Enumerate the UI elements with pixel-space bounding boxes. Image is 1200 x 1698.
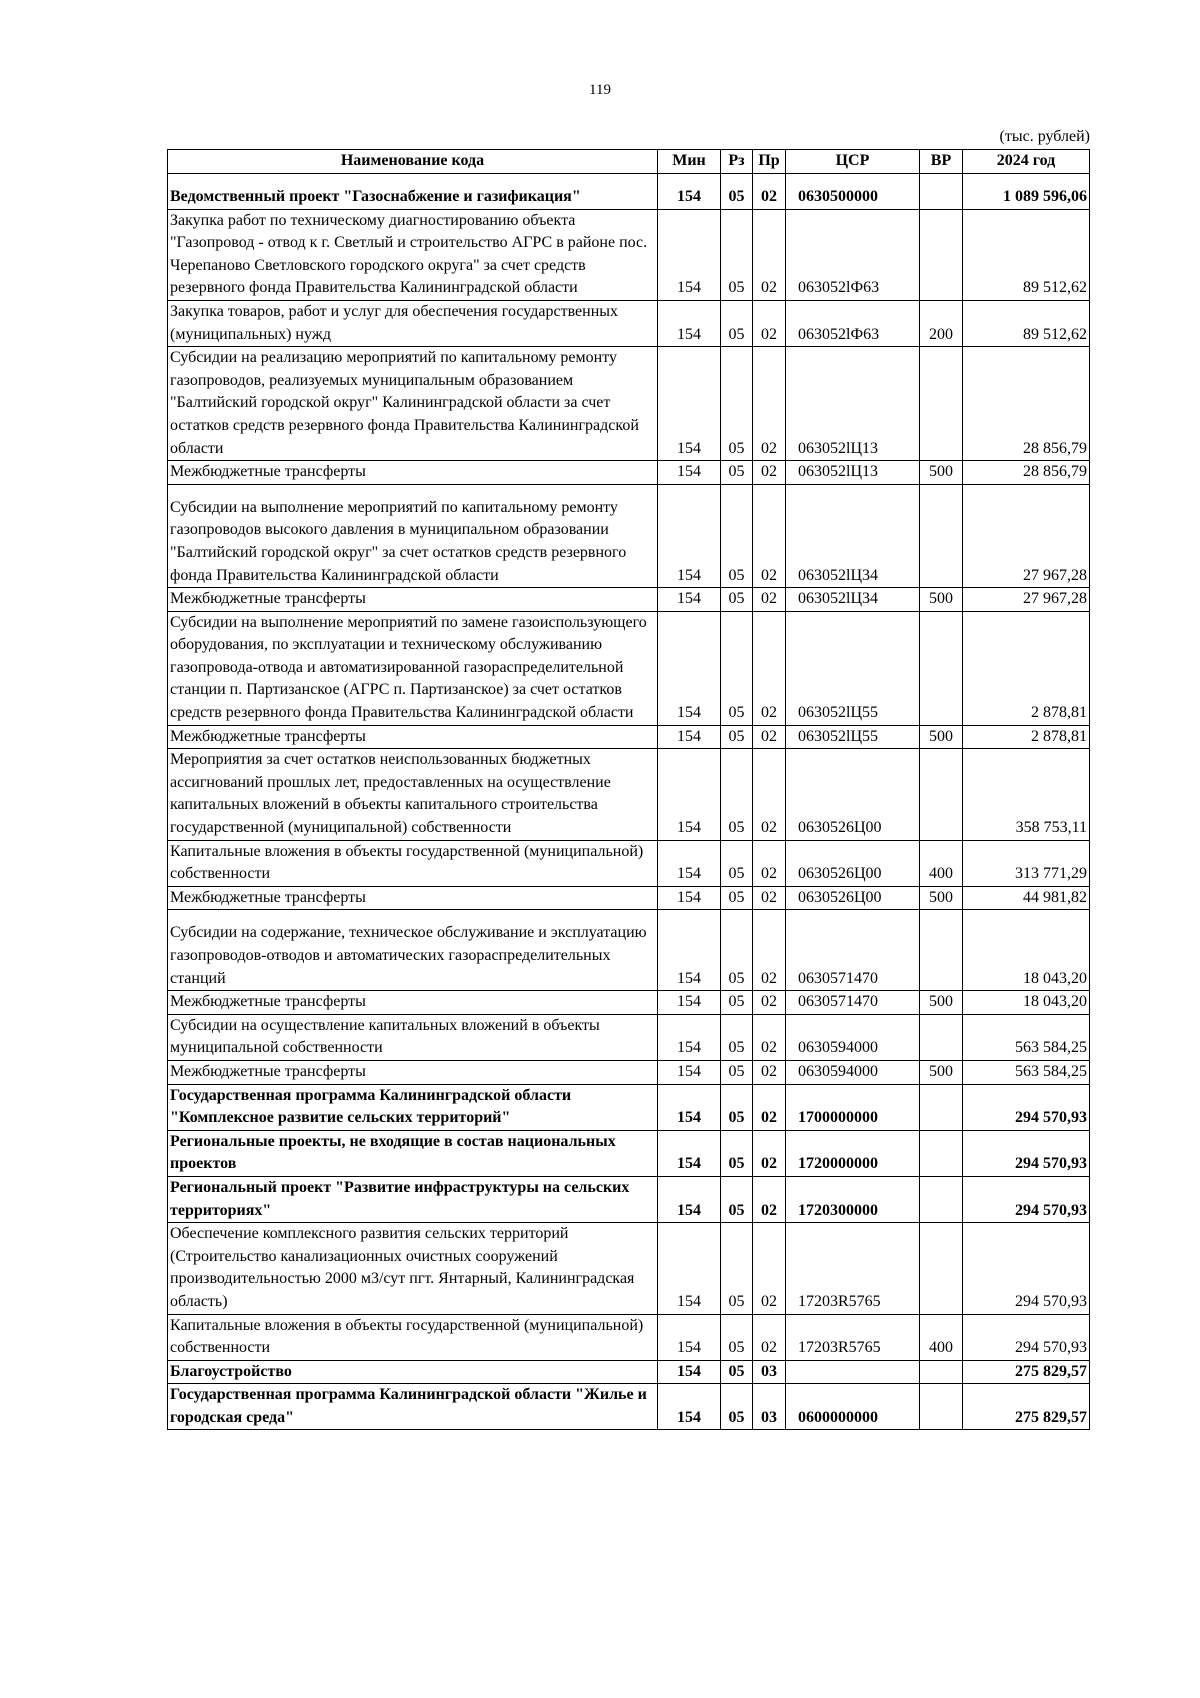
cell-name: Государственная программа Калининградской области "Жилье и городская среда" [168, 1384, 658, 1430]
cell-csr: 1720300000 [786, 1176, 920, 1222]
header-min: Мин [658, 150, 721, 174]
cell-name: Региональный проект "Развитие инфраструктуры на сельских территориях" [168, 1176, 658, 1222]
table-row [168, 749, 1090, 840]
cell-sum: 294 570,93 [963, 1223, 1090, 1314]
table-row [168, 1014, 1090, 1060]
table-row [168, 588, 1090, 612]
cell-min: 154 [658, 1360, 721, 1384]
cell-min: 154 [658, 461, 721, 485]
cell-csr: 063052lЦ13 [786, 461, 920, 485]
cell-csr: 1700000000 [786, 1084, 920, 1130]
cell-csr: 0600000000 [786, 1384, 920, 1430]
table-row [168, 300, 1090, 346]
cell-pr: 02 [753, 1014, 786, 1060]
cell-pr: 02 [753, 991, 786, 1015]
cell-name: Закупка товаров, работ и услуг для обеспечения государственных (муниципальных) нужд [168, 300, 658, 346]
cell-rz: 05 [721, 1360, 753, 1384]
cell-pr: 02 [753, 588, 786, 612]
cell-rz: 05 [721, 1314, 753, 1360]
cell-name: Межбюджетные трансферты [168, 461, 658, 485]
cell-csr: 063052lФ63 [786, 300, 920, 346]
cell-vr [920, 209, 963, 300]
cell-min: 154 [658, 910, 721, 991]
cell-pr: 02 [753, 611, 786, 725]
cell-min: 154 [658, 1014, 721, 1060]
cell-pr: 02 [753, 347, 786, 461]
cell-min: 154 [658, 840, 721, 886]
header-sum: 2024 год [963, 150, 1090, 174]
cell-rz: 05 [721, 1223, 753, 1314]
cell-name: Благоустройство [168, 1360, 658, 1384]
cell-pr: 02 [753, 1176, 786, 1222]
cell-sum: 358 753,11 [963, 749, 1090, 840]
cell-sum: 275 829,57 [963, 1360, 1090, 1384]
cell-name: Государственная программа Калининградской области "Комплексное развитие сельских территорий" [168, 1084, 658, 1130]
cell-rz: 05 [721, 910, 753, 991]
cell-pr: 02 [753, 910, 786, 991]
cell-rz: 05 [721, 1014, 753, 1060]
cell-min: 154 [658, 1223, 721, 1314]
cell-vr: 500 [920, 588, 963, 612]
cell-sum: 2 878,81 [963, 611, 1090, 725]
cell-rz: 05 [721, 611, 753, 725]
cell-pr: 02 [753, 1314, 786, 1360]
cell-min: 154 [658, 611, 721, 725]
cell-csr: 063052lЦ34 [786, 484, 920, 587]
cell-pr: 03 [753, 1384, 786, 1430]
cell-csr: 063052lФ63 [786, 209, 920, 300]
cell-csr: 0630571470 [786, 910, 920, 991]
cell-csr: 17203R5765 [786, 1223, 920, 1314]
cell-csr: 063052lЦ55 [786, 725, 920, 749]
cell-rz: 05 [721, 461, 753, 485]
cell-vr [920, 1360, 963, 1384]
cell-csr: 0630571470 [786, 991, 920, 1015]
cell-rz: 05 [721, 300, 753, 346]
table-row [168, 484, 1090, 587]
cell-pr: 02 [753, 1223, 786, 1314]
table-row [168, 461, 1090, 485]
cell-name: Межбюджетные трансферты [168, 725, 658, 749]
cell-sum: 18 043,20 [963, 991, 1090, 1015]
cell-sum: 275 829,57 [963, 1384, 1090, 1430]
cell-min: 154 [658, 991, 721, 1015]
cell-rz: 05 [721, 1384, 753, 1430]
cell-name: Закупка работ по техническому диагностированию объекта "Газопровод - отвод к г. Светлый и строительство АГРС в районе пос. Черепаново Светловского городского округа" за счет средств резервного фонда Правительства Калининградской области [168, 209, 658, 300]
cell-rz: 05 [721, 484, 753, 587]
budget-table [167, 149, 1090, 1430]
table-row [168, 1360, 1090, 1384]
cell-name: Субсидии на реализацию мероприятий по капитальному ремонту газопроводов, реализуемых муниципальным образованием "Балтийский городской округ" Калининградской области за счет остатков средств резервного фонда Правительства Калининградской области [168, 347, 658, 461]
cell-vr: 400 [920, 1314, 963, 1360]
cell-name: Межбюджетные трансферты [168, 991, 658, 1015]
cell-name: Региональные проекты, не входящие в состав национальных проектов [168, 1130, 658, 1176]
cell-name: Межбюджетные трансферты [168, 588, 658, 612]
cell-csr: 1720000000 [786, 1130, 920, 1176]
cell-pr: 02 [753, 886, 786, 910]
cell-sum: 28 856,79 [963, 461, 1090, 485]
header-csr: ЦСР [786, 150, 920, 174]
cell-pr: 02 [753, 484, 786, 587]
cell-min: 154 [658, 484, 721, 587]
cell-pr: 02 [753, 300, 786, 346]
cell-vr: 500 [920, 725, 963, 749]
cell-vr: 400 [920, 840, 963, 886]
cell-sum: 294 570,93 [963, 1314, 1090, 1360]
cell-vr [920, 1130, 963, 1176]
cell-pr: 02 [753, 209, 786, 300]
cell-csr: 063052lЦ55 [786, 611, 920, 725]
cell-sum: 294 570,93 [963, 1084, 1090, 1130]
cell-rz: 05 [721, 749, 753, 840]
table-row [168, 1384, 1090, 1430]
cell-rz: 05 [721, 1130, 753, 1176]
table-row [168, 209, 1090, 300]
page-number: 119 [589, 82, 611, 98]
cell-name: Мероприятия за счет остатков неиспользованных бюджетных ассигнований прошлых лет, предоставленных на осуществление капитальных вложений в объекты капитального строительства государственной (муниципальной) собственности [168, 749, 658, 840]
cell-pr: 02 [753, 725, 786, 749]
cell-csr: 0630500000 [786, 174, 920, 210]
cell-name: Ведомственный проект "Газоснабжение и газификация" [168, 174, 658, 210]
cell-min: 154 [658, 749, 721, 840]
cell-rz: 05 [721, 1084, 753, 1130]
cell-sum: 563 584,25 [963, 1014, 1090, 1060]
table-row [168, 611, 1090, 725]
cell-name: Обеспечение комплексного развития сельских территорий (Строительство канализационных очистных сооружений производительностью 2000 м3/сут пгт. Янтарный, Калининградская область) [168, 1223, 658, 1314]
table-row [168, 910, 1090, 991]
cell-csr: 0630594000 [786, 1060, 920, 1084]
cell-min: 154 [658, 1130, 721, 1176]
header-name: Наименование кода [168, 150, 658, 174]
cell-pr: 02 [753, 1060, 786, 1084]
cell-pr: 02 [753, 1084, 786, 1130]
cell-pr: 02 [753, 461, 786, 485]
cell-vr: 500 [920, 886, 963, 910]
header-rz: Рз [721, 150, 753, 174]
header-vr: ВР [920, 150, 963, 174]
units-label: (тыс. рублей) [999, 128, 1090, 145]
table-row [168, 1176, 1090, 1222]
cell-sum: 18 043,20 [963, 910, 1090, 991]
cell-min: 154 [658, 347, 721, 461]
cell-csr [786, 1360, 920, 1384]
table-row [168, 1130, 1090, 1176]
cell-csr: 063052lЦ13 [786, 347, 920, 461]
cell-csr: 0630526Ц00 [786, 749, 920, 840]
cell-sum: 27 967,28 [963, 484, 1090, 587]
cell-vr: 500 [920, 461, 963, 485]
cell-rz: 05 [721, 725, 753, 749]
cell-min: 154 [658, 300, 721, 346]
table-row [168, 1060, 1090, 1084]
cell-vr [920, 174, 963, 210]
cell-min: 154 [658, 1314, 721, 1360]
cell-sum: 294 570,93 [963, 1130, 1090, 1176]
cell-vr [920, 484, 963, 587]
cell-vr [920, 1223, 963, 1314]
cell-name: Субсидии на выполнение мероприятий по замене газоиспользующего оборудования, по эксплуатации и техническому обслуживанию газопровода-отвода и автоматизированной газораспределительной станции п. Партизанское (АГРС п. Партизанское) за счет остатков средств резервного фонда Правительства Калининградской области [168, 611, 658, 725]
cell-min: 154 [658, 1084, 721, 1130]
cell-name: Субсидии на содержание, техническое обслуживание и эксплуатацию газопроводов-отводов и автоматических газораспределительных станций [168, 910, 658, 991]
cell-vr [920, 347, 963, 461]
table-row [168, 991, 1090, 1015]
cell-vr [920, 910, 963, 991]
cell-name: Субсидии на выполнение мероприятий по капитальному ремонту газопроводов высокого давления в муниципальном образовании "Балтийский городской округ" за счет остатков средств резервного фонда Правительства Калининградской области [168, 484, 658, 587]
cell-vr [920, 1014, 963, 1060]
cell-vr [920, 749, 963, 840]
cell-rz: 05 [721, 1060, 753, 1084]
cell-pr: 02 [753, 1130, 786, 1176]
cell-rz: 05 [721, 1176, 753, 1222]
table-row [168, 1314, 1090, 1360]
cell-vr [920, 1084, 963, 1130]
cell-csr: 0630594000 [786, 1014, 920, 1060]
cell-sum: 313 771,29 [963, 840, 1090, 886]
cell-sum: 27 967,28 [963, 588, 1090, 612]
cell-sum: 2 878,81 [963, 725, 1090, 749]
cell-rz: 05 [721, 886, 753, 910]
cell-vr: 200 [920, 300, 963, 346]
cell-min: 154 [658, 209, 721, 300]
cell-name: Капитальные вложения в объекты государственной (муниципальной) собственности [168, 1314, 658, 1360]
table-row [168, 840, 1090, 886]
cell-pr: 02 [753, 840, 786, 886]
table-row [168, 886, 1090, 910]
cell-min: 154 [658, 174, 721, 210]
cell-csr: 0630526Ц00 [786, 840, 920, 886]
table-row [168, 174, 1090, 210]
cell-sum: 44 981,82 [963, 886, 1090, 910]
table-row [168, 1084, 1090, 1130]
cell-name: Межбюджетные трансферты [168, 886, 658, 910]
cell-min: 154 [658, 1384, 721, 1430]
cell-min: 154 [658, 725, 721, 749]
cell-rz: 05 [721, 347, 753, 461]
cell-name: Субсидии на осуществление капитальных вложений в объекты муниципальной собственности [168, 1014, 658, 1060]
cell-sum: 89 512,62 [963, 209, 1090, 300]
cell-sum: 294 570,93 [963, 1176, 1090, 1222]
cell-sum: 89 512,62 [963, 300, 1090, 346]
cell-sum: 563 584,25 [963, 1060, 1090, 1084]
cell-csr: 0630526Ц00 [786, 886, 920, 910]
cell-name: Капитальные вложения в объекты государственной (муниципальной) собственности [168, 840, 658, 886]
cell-rz: 05 [721, 840, 753, 886]
table-row [168, 1223, 1090, 1314]
cell-name: Межбюджетные трансферты [168, 1060, 658, 1084]
cell-min: 154 [658, 886, 721, 910]
cell-pr: 02 [753, 749, 786, 840]
cell-rz: 05 [721, 588, 753, 612]
table-row [168, 725, 1090, 749]
cell-rz: 05 [721, 991, 753, 1015]
cell-vr [920, 611, 963, 725]
table-row [168, 347, 1090, 461]
cell-sum: 1 089 596,06 [963, 174, 1090, 210]
cell-vr [920, 1176, 963, 1222]
cell-min: 154 [658, 1060, 721, 1084]
cell-vr [920, 1384, 963, 1430]
cell-vr: 500 [920, 991, 963, 1015]
cell-min: 154 [658, 1176, 721, 1222]
cell-sum: 28 856,79 [963, 347, 1090, 461]
cell-min: 154 [658, 588, 721, 612]
header-pr: Пр [753, 150, 786, 174]
cell-vr: 500 [920, 1060, 963, 1084]
cell-csr: 17203R5765 [786, 1314, 920, 1360]
cell-pr: 03 [753, 1360, 786, 1384]
cell-rz: 05 [721, 174, 753, 210]
cell-rz: 05 [721, 209, 753, 300]
header-row [168, 150, 1090, 174]
cell-csr: 063052lЦ34 [786, 588, 920, 612]
cell-pr: 02 [753, 174, 786, 210]
